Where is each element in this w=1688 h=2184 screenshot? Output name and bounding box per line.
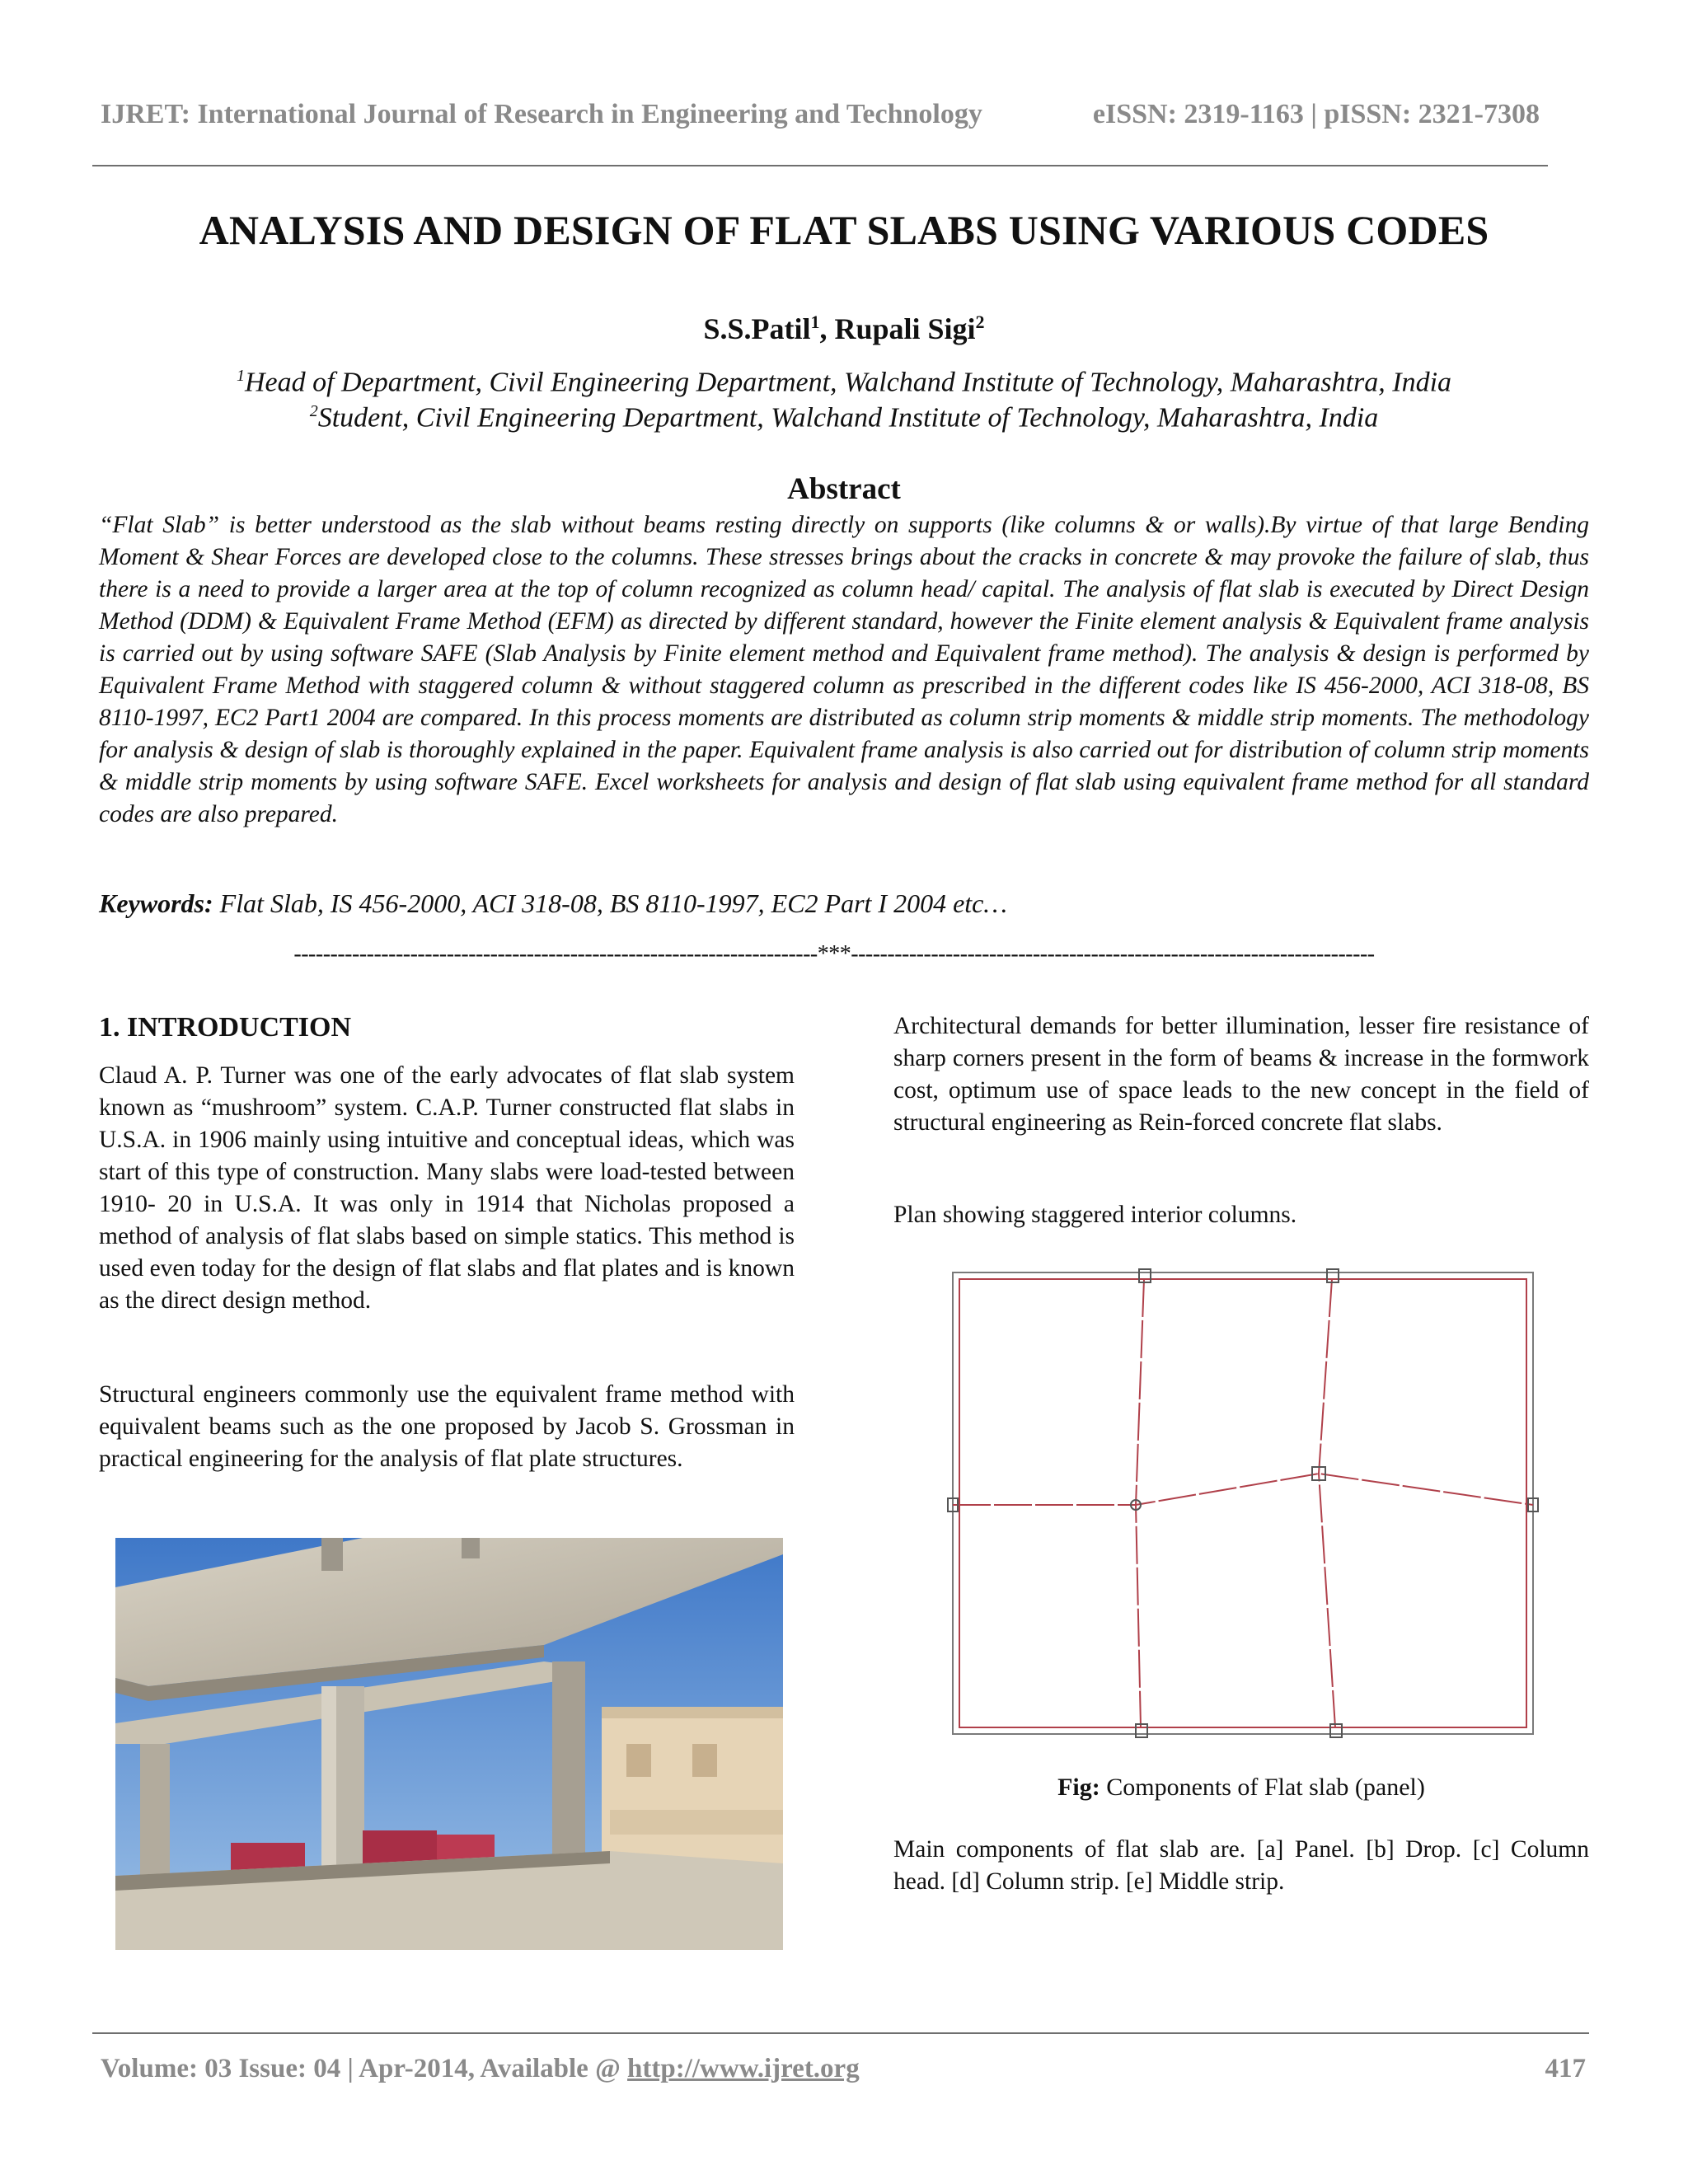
figure-label: Fig:: [1057, 1774, 1100, 1801]
footer-volume-text: Volume: 03 Issue: 04 | Apr-2014, Available @: [101, 2054, 628, 2083]
page-number: 417: [1545, 2054, 1586, 2083]
footer-volume-info: [101, 2054, 860, 2084]
affiliation-1: [0, 367, 1688, 398]
abstract-heading: Abstract: [787, 472, 901, 506]
affiliation-1-text: Head of Department, Civil Engineering Department, Walchand Institute of Technology, Maharashtra, India: [244, 367, 1452, 398]
author-2-name: Rupali Sigi: [834, 312, 976, 345]
issn-info: eISSN: 2319-1163 | pISSN: 2321-7308: [1092, 99, 1540, 129]
figure-caption-text: Components of Flat slab (panel): [1100, 1774, 1425, 1801]
header-rule: [92, 165, 1548, 166]
keywords: [99, 888, 1007, 919]
author-separator: ,: [819, 312, 835, 345]
right-paragraph-3: Main components of flat slab are. [a] Panel. [b] Drop. [c] Column head. [d] Column strip. [e] Middle strip.: [893, 1836, 1589, 1895]
footer-rule: [92, 2032, 1589, 2034]
flat-slab-building-photo: [115, 1538, 783, 1950]
affiliation-2-sup: 2: [309, 402, 318, 420]
keywords-label: Keywords:: [99, 888, 213, 918]
author-1-sup: 1: [810, 312, 820, 332]
journal-name: IJRET: International Journal of Research in Engineering and Technology: [101, 99, 982, 129]
affiliation-1-sup: 1: [236, 367, 245, 385]
author-2-sup: 2: [975, 312, 985, 332]
figure-caption: [893, 1774, 1589, 1802]
paper-title: ANALYSIS AND DESIGN OF FLAT SLABS USING VARIOUS CODES: [199, 207, 1489, 253]
right-paragraph-1: Architectural demands for better illumination, lesser fire resistance of sharp corners present in the form of beams & increase in the formwork cost, optimum use of space leads to the new concept in the field of structural engineering as Rein-forced concrete flat slabs.: [893, 1013, 1589, 1136]
intro-heading: 1. INTRODUCTION: [99, 1012, 352, 1043]
journal-website-link[interactable]: http://www.ijret.org: [627, 2054, 860, 2083]
affiliation-2: [0, 402, 1688, 434]
intro-paragraph-1: Claud A. P. Turner was one of the early advocates of flat slab system known as “mushroom” system. C.A.P. Turner constructed flat slabs in U.S.A. in 1906 mainly using intuitive and conceptual ideas, which was start of this type of construction. Many slabs were load-tested between 1910- 20 in U.S.A. It was only in 1914 that Nicholas proposed a method of analysis of flat slabs based on simple statics. This method is used even today for the design of flat slabs and flat plates and is known as the direct design method.: [99, 1062, 795, 1314]
authors: [0, 312, 1688, 346]
intro-paragraph-2: Structural engineers commonly use the equivalent frame method with equivalent beams such as the one proposed by Jacob S. Grossman in practical engineering for the analysis of flat plate structures.: [99, 1381, 795, 1472]
affiliation-2-text: Student, Civil Engineering Department, Walchand Institute of Technology, Maharashtra, India: [317, 402, 1379, 434]
staggered-columns-plan-diagram: [946, 1266, 1540, 1741]
author-1-name: S.S.Patil: [703, 312, 811, 345]
keywords-text: Flat Slab, IS 456-2000, ACI 318-08, BS 8110-1997, EC2 Part I 2004 etc…: [213, 888, 1007, 918]
plan-caption-text: Plan showing staggered interior columns.: [893, 1202, 1297, 1228]
abstract-text: “Flat Slab” is better understood as the slab without beams resting directly on supports (like columns & or walls).By virtue of that large Bending Moment & Shear Forces are developed close to the columns. These stresses brings about the cracks in concrete & may provoke the failure of slab, thus there is a need to provide a larger area at the top of column recognized as column head/ capital. The analysis of flat slab is executed by Direct Design Method (DDM) & Equivalent Frame Method (EFM) as directed by different standard, however the Finite element analysis & Equivalent frame analysis is carried out by using software SAFE (Slab Analysis by Finite element method and Equivalent frame method). The analysis & design is performed by Equivalent Frame Method with staggered column & without staggered column as prescribed in the different codes like IS 456-2000, ACI 318-08, BS 8110-1997, EC2 Part1 2004 are compared. In this process moments are distributed as column strip moments & middle strip moments. The methodology for analysis & design of slab is thoroughly explained in the paper. Equivalent frame analysis is also carried out for distribution of column strip moments & middle strip moments by using software SAFE. Excel worksheets for analysis and design of flat slab using equivalent frame method for all standard codes are also prepared.: [99, 512, 1589, 827]
section-divider: ------------------------------------------------------------------------***------------------------------------------------------------------------: [293, 941, 1375, 967]
